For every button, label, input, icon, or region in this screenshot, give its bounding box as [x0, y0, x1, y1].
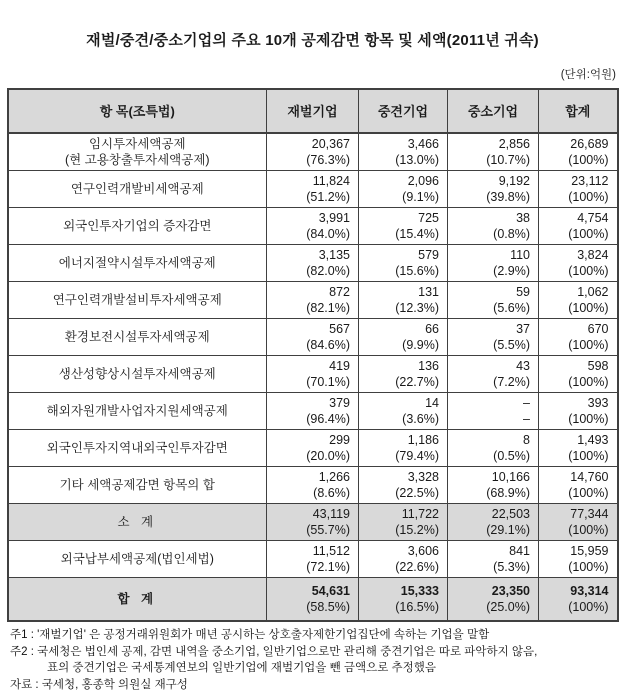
table-row [8, 245, 618, 282]
cell-midsize: 2,096 (9.1%) [359, 171, 448, 208]
table-row [8, 171, 618, 208]
row-label: 에너지절약시설투자세액공제 [8, 245, 267, 282]
cell-small: 37 (5.5%) [448, 319, 539, 356]
cell-chaebol: 872 (82.1%) [267, 282, 359, 319]
table-row [8, 467, 618, 504]
row-label: 소 계 [8, 504, 267, 541]
footnote-2-line1: 주2 : 국세청은 법인세 공제, 감면 내역을 중소기업, 일반기업으로만 관리해 중견기업은 따로 파악하지 않음, [10, 644, 625, 661]
cell-midsize: 66 (9.9%) [359, 319, 448, 356]
header-small: 중소기업 [448, 89, 539, 133]
grand-total-row [8, 578, 618, 622]
table-body [8, 133, 618, 621]
header-item: 항 목(조특법) [8, 89, 267, 133]
cell-total: 26,689 (100%) [539, 133, 618, 171]
row-label: 기타 세액공제감면 항목의 합 [8, 467, 267, 504]
cell-midsize: 579 (15.6%) [359, 245, 448, 282]
cell-total: 393 (100%) [539, 393, 618, 430]
cell-chaebol: 419 (70.1%) [267, 356, 359, 393]
cell-midsize: 15,333 (16.5%) [359, 578, 448, 622]
cell-total: 3,824 (100%) [539, 245, 618, 282]
deduction-table [7, 88, 619, 622]
cell-total: 598 (100%) [539, 356, 618, 393]
cell-chaebol: 3,991 (84.0%) [267, 208, 359, 245]
cell-midsize: 3,328 (22.5%) [359, 467, 448, 504]
cell-small: 9,192 (39.8%) [448, 171, 539, 208]
cell-small: 22,503 (29.1%) [448, 504, 539, 541]
cell-total: 77,344 (100%) [539, 504, 618, 541]
cell-midsize: 136 (22.7%) [359, 356, 448, 393]
row-label: 연구인력개발비세액공제 [8, 171, 267, 208]
cell-total: 93,314 (100%) [539, 578, 618, 622]
subtotal-row [8, 504, 618, 541]
cell-chaebol: 379 (96.4%) [267, 393, 359, 430]
table-row [8, 393, 618, 430]
header-midsize: 중견기업 [359, 89, 448, 133]
cell-midsize: 3,466 (13.0%) [359, 133, 448, 171]
cell-midsize: 11,722 (15.2%) [359, 504, 448, 541]
table-row [8, 208, 618, 245]
cell-total: 4,754 (100%) [539, 208, 618, 245]
footnote-1: 주1 : '재벌기업' 은 공정거래위원회가 매년 공시하는 상호출자제한기업집단에 속하는 기업을 말함 [10, 627, 625, 644]
cell-chaebol: 43,119 (55.7%) [267, 504, 359, 541]
cell-total: 1,493 (100%) [539, 430, 618, 467]
cell-small: 10,166 (68.9%) [448, 467, 539, 504]
row-label: 외국인투자지역내외국인투자감면 [8, 430, 267, 467]
header-chaebol: 재벌기업 [267, 89, 359, 133]
unit-label: (단위:억원) [0, 66, 616, 82]
table-row [8, 356, 618, 393]
cell-total: 23,112 (100%) [539, 171, 618, 208]
cell-small: – – [448, 393, 539, 430]
row-label: 환경보전시설투자세액공제 [8, 319, 267, 356]
cell-chaebol: 20,367 (76.3%) [267, 133, 359, 171]
cell-small: 110 (2.9%) [448, 245, 539, 282]
row-label: 생산성향상시설투자세액공제 [8, 356, 267, 393]
cell-small: 841 (5.3%) [448, 541, 539, 578]
source-note: 자료 : 국세청, 홍종학 의원실 재구성 [10, 677, 625, 693]
table-row [8, 282, 618, 319]
row-label: 임시투자세액공제 (현 고용창출투자세액공제) [8, 133, 267, 171]
header-total: 합계 [539, 89, 618, 133]
cell-midsize: 3,606 (22.6%) [359, 541, 448, 578]
row-label: 합 계 [8, 578, 267, 622]
cell-total: 1,062 (100%) [539, 282, 618, 319]
page-title: 재벌/중견/중소기업의 주요 10개 공제감면 항목 및 세액(2011년 귀속) [0, 0, 625, 50]
cell-midsize: 1,186 (79.4%) [359, 430, 448, 467]
table-row [8, 430, 618, 467]
table-row [8, 133, 618, 171]
cell-total: 15,959 (100%) [539, 541, 618, 578]
cell-chaebol: 1,266 (8.6%) [267, 467, 359, 504]
cell-small: 8 (0.5%) [448, 430, 539, 467]
cell-chaebol: 299 (20.0%) [267, 430, 359, 467]
cell-midsize: 14 (3.6%) [359, 393, 448, 430]
cell-chaebol: 567 (84.6%) [267, 319, 359, 356]
cell-chaebol: 11,824 (51.2%) [267, 171, 359, 208]
row-label: 외국인투자기업의 증자감면 [8, 208, 267, 245]
table-row [8, 541, 618, 578]
cell-small: 43 (7.2%) [448, 356, 539, 393]
cell-total: 670 (100%) [539, 319, 618, 356]
cell-chaebol: 54,631 (58.5%) [267, 578, 359, 622]
row-label: 해외자원개발사업자지원세액공제 [8, 393, 267, 430]
cell-midsize: 725 (15.4%) [359, 208, 448, 245]
cell-chaebol: 11,512 (72.1%) [267, 541, 359, 578]
cell-total: 14,760 (100%) [539, 467, 618, 504]
cell-midsize: 131 (12.3%) [359, 282, 448, 319]
cell-chaebol: 3,135 (82.0%) [267, 245, 359, 282]
cell-small: 59 (5.6%) [448, 282, 539, 319]
footnote-2-line2: 표의 중견기업은 국세통계연보의 일반기업에 재벌기업을 뺀 금액으로 추정했음 [10, 660, 625, 677]
table-row [8, 319, 618, 356]
row-label: 연구인력개발설비투자세액공제 [8, 282, 267, 319]
row-label: 외국납부세액공제(법인세법) [8, 541, 267, 578]
cell-small: 38 (0.8%) [448, 208, 539, 245]
cell-small: 2,856 (10.7%) [448, 133, 539, 171]
cell-small: 23,350 (25.0%) [448, 578, 539, 622]
table-header-row [8, 89, 618, 133]
footnotes [10, 627, 625, 693]
